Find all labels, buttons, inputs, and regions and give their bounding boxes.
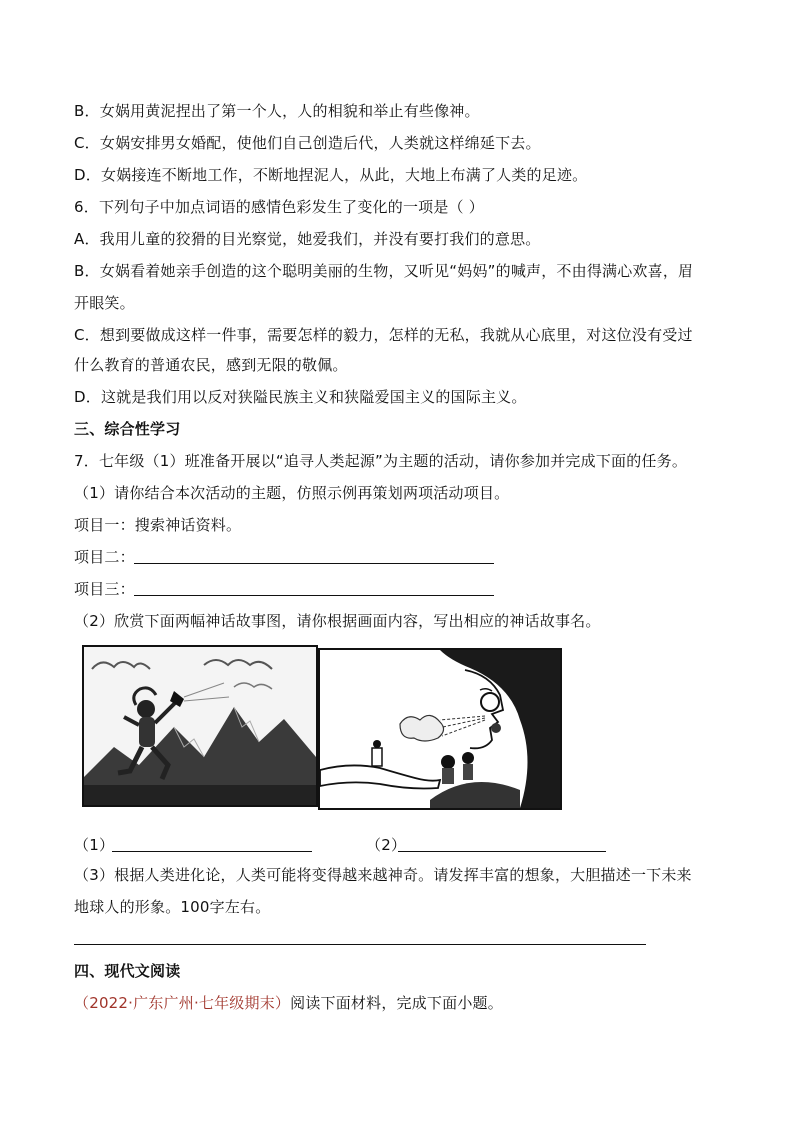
- q5-option-b: B．女娲用黄泥捏出了第一个人，人的相貌和举止有些像神。: [74, 102, 480, 120]
- q6-option-b-line1: B．女娲看着她亲手创造的这个聪明美丽的生物，又听见“妈妈”的喊声，不由得满心欢喜，眉: [74, 262, 694, 280]
- q7-item3-label: 项目三：: [74, 580, 135, 598]
- q6-option-d: D．这就是我们用以反对狭隘民族主义和狭隘爱国主义的国际主义。: [74, 388, 527, 406]
- q6-stem: 6．下列句子中加点词语的感情色彩发生了变化的一项是（ ）: [74, 198, 484, 216]
- q7-sub3-line2: 地球人的形象。100字左右。: [74, 898, 271, 916]
- q6-option-b-line2: 开眼笑。: [74, 294, 135, 312]
- q6-option-c-line2: 什么教育的普通农民，感到无限的敬佩。: [74, 356, 348, 374]
- q7-picture2-answer-label: （2）: [366, 836, 407, 854]
- reading-instruction: 阅读下面材料，完成下面小题。: [290, 994, 503, 1012]
- q7-picture2-answer-line[interactable]: [398, 851, 606, 852]
- q6-option-a: A．我用儿童的狡猾的目光察觉，她爱我们，并没有要打我们的意思。: [74, 230, 541, 248]
- myth-picture-1-illustration: [84, 647, 316, 805]
- q7-sub3-line1: （3）根据人类进化论，人类可能将变得越来越神奇。请发挥丰富的想象，大胆描述一下未来: [74, 866, 692, 884]
- q7-sub1: （1）请你结合本次活动的主题，仿照示例再策划两项活动项目。: [74, 484, 510, 502]
- q7-item1: 项目一：搜索神话资料。: [74, 516, 242, 534]
- q6-option-c-line1: C．想到要做成这样一件事，需要怎样的毅力，怎样的无私，我就从心底里，对这位没有受过: [74, 326, 693, 344]
- q7-item2-label: 项目二：: [74, 548, 135, 566]
- q5-option-c: C．女娲安排男女婚配，使他们自己创造后代，人类就这样绵延下去。: [74, 134, 541, 152]
- q7-picture1-answer-line[interactable]: [112, 851, 312, 852]
- q7-item2-answer-line[interactable]: [134, 563, 494, 564]
- myth-picture-2-illustration: [320, 650, 560, 808]
- q7-picture1-answer-label: （1）: [74, 836, 115, 854]
- q7-sub3-answer-line[interactable]: [74, 944, 646, 945]
- section-4-title: 四、现代文阅读: [74, 962, 181, 980]
- reading-intro: [74, 993, 503, 1013]
- reading-source: （2022·广东广州·七年级期末）: [74, 994, 291, 1012]
- q7-sub2: （2）欣赏下面两幅神话故事图，请你根据画面内容，写出相应的神话故事名。: [74, 612, 601, 630]
- section-3-title: 三、综合性学习: [74, 420, 181, 438]
- q5-option-d: D．女娲接连不断地工作，不断地捏泥人，从此，大地上布满了人类的足迹。: [74, 166, 588, 184]
- q7-stem: 7．七年级（1）班准备开展以“追寻人类起源”为主题的活动，请你参加并完成下面的任务。: [74, 452, 688, 470]
- myth-picture-2: [318, 648, 562, 810]
- myth-picture-1: [82, 645, 318, 807]
- q7-item3-answer-line[interactable]: [134, 595, 494, 596]
